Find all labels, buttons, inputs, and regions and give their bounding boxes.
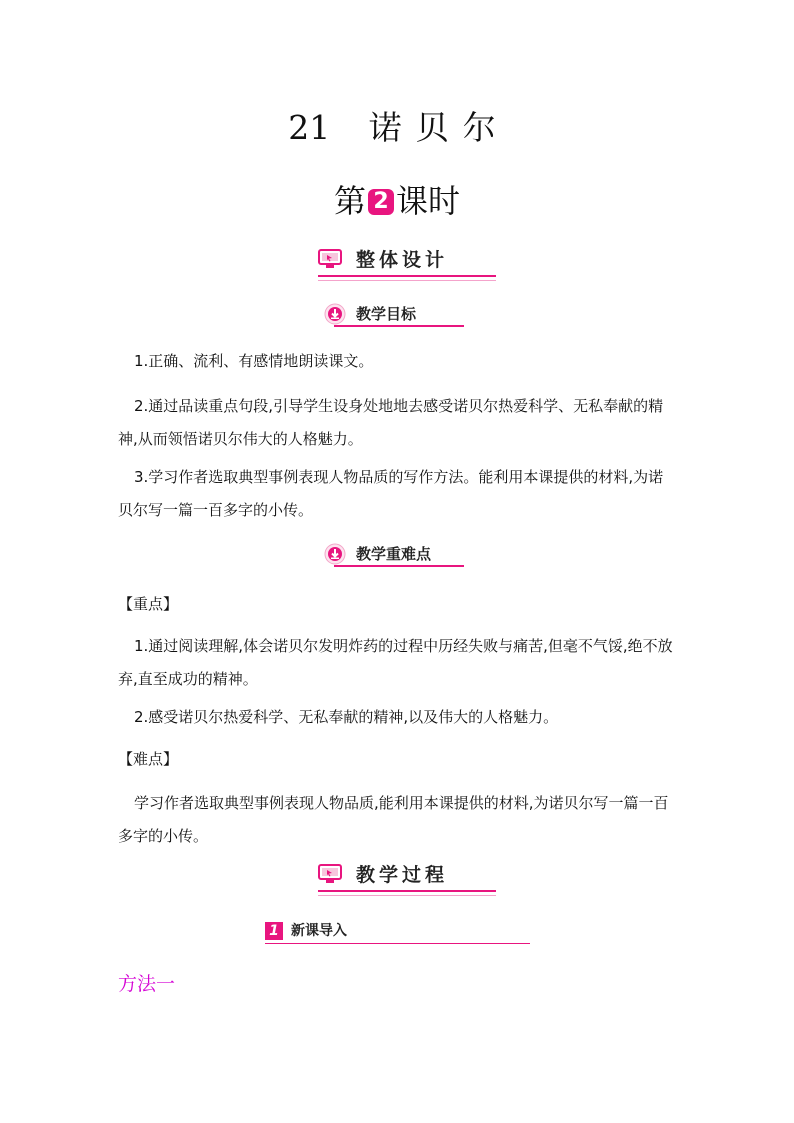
goal-item: 1.正确、流利、有感情地朗读课文。 [134,352,374,370]
download-circle-icon [324,543,346,565]
key-points-label: 【重点】 [118,595,179,613]
period-prefix: 第 [333,182,366,220]
step-rule [265,943,530,944]
section-rule [334,325,464,327]
section-rule [318,280,496,281]
goal-item: 3.学习作者选取典型事例表现人物品质的写作方法。能利用本课提供的材料,为诺贝尔写一篇一百多字的小传。 [118,468,664,519]
section-header-key-difficult [324,543,464,567]
section-rule [334,565,464,567]
step-title: 新课导入 [291,923,347,939]
period-suffix: 课时 [396,182,461,220]
lesson-number: 21 [288,108,331,147]
step-header-new-lesson [265,922,530,944]
section-header-teaching-process [318,862,496,896]
section-title: 教学目标 [356,305,417,323]
lesson-char: 贝 [415,108,455,147]
lesson-name [365,108,506,147]
lesson-title [0,106,794,150]
section-title: 整体设计 [356,249,449,271]
monitor-icon [318,249,342,269]
goal-item: 2.通过品读重点句段,引导学生设身处地地去感受诺贝尔热爱科学、无私奉献的精神,从而领悟诺贝尔伟大的人格魅力。 [118,397,664,448]
lesson-char: 诺 [368,108,408,147]
key-point-item: 1.通过阅读理解,体会诺贝尔发明炸药的过程中历经失败与痛苦,但毫不气馁,绝不放弃,直至成功的精神。 [118,637,673,688]
lesson-period-title [0,180,794,222]
download-circle-icon [324,303,346,325]
section-rule [318,895,496,896]
section-header-teaching-goals [324,303,464,327]
method-heading: 方法一 [118,973,176,995]
difficult-point-text: 学习作者选取典型事例表现人物品质,能利用本课提供的材料,为诺贝尔写一篇一百多字的小传。 [118,794,669,845]
step-number-badge: 1 [265,922,283,940]
difficult-points-label: 【难点】 [118,750,179,768]
section-rule [318,890,496,892]
lesson-char: 尔 [462,108,502,147]
section-rule [318,275,496,277]
section-title: 教学过程 [356,864,449,886]
section-title: 教学重难点 [356,545,432,563]
period-number-badge: 2 [368,189,394,215]
key-point-item: 2.感受诺贝尔热爱科学、无私奉献的精神,以及伟大的人格魅力。 [134,708,559,726]
monitor-icon [318,864,342,884]
section-header-overall-design [318,247,496,281]
